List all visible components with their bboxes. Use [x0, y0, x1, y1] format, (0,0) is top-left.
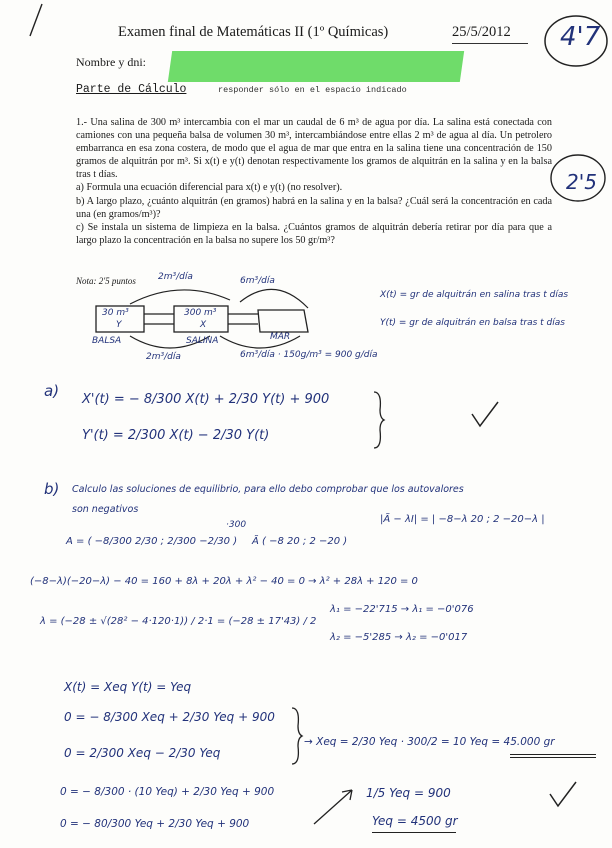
x-equilibrium-result: → Xeq = 2/30 Yeq · 300/2 = 10 Yeq = 45.000 gr	[304, 736, 555, 748]
flow-top-right: 6m³/día	[240, 276, 275, 286]
answer-b-text-2: son negativos	[72, 504, 139, 515]
problem-intro: 1.- Una salina de 300 m³ intercambia con el mar un caudal de 6 m³ de agua por día. La salina está conectada con camiones con una pequeña balsa de volumen 30 m³, intercambiándose entre ellas 2 m³ de agua al día. Un petrolero embarranca en esa zona costera, de modo que el agua de mar que entra en la salina tiene una concentración de 150 gramos de alquitrán por m³. Si x(t) e y(t) denotan respectivamente los gramos de alquitrán en la salina y en la balsa tras t días.	[76, 117, 552, 181]
flow-bottom-left: 2m³/día	[146, 352, 181, 362]
matrix-a: A = ( −8/300 2/30 ; 2/300 −2/30 )	[66, 536, 238, 547]
name-redaction	[168, 51, 464, 82]
equilibrium-line-2: 0 = 2/300 Xeq − 2/30 Yeq	[64, 746, 221, 760]
equation-y-prime: Y'(t) = 2/300 X(t) − 2/30 Y(t)	[82, 428, 270, 443]
flow-top-left: 2m³/día	[158, 272, 193, 282]
mar-label: MAR	[270, 332, 291, 342]
grade-total-text: 4'7	[560, 22, 601, 52]
x-equilibrium-underline	[510, 754, 596, 755]
x-equilibrium-underline-2	[510, 757, 596, 758]
lambda-2: λ₂ = −5'285 → λ₂ = −0'017	[330, 632, 468, 643]
lambda-formula: λ = (−28 ± √(28² − 4·120·1)) / 2·1 = (−28 ± 17'43) / 2	[40, 616, 317, 627]
determinant: |Ã − λI| = | −8−λ 20 ; 2 −20−λ |	[380, 514, 545, 525]
salina-label: SALINA	[186, 336, 219, 346]
answer-b-label: b)	[44, 480, 60, 498]
matrix-a-tilde: Ã ( −8 20 ; 2 −20 )	[252, 536, 348, 547]
balsa-volume: 30 m³	[102, 308, 129, 318]
flow-bottom-right: 6m³/día · 150g/m³ = 900 g/día	[240, 350, 378, 360]
problem-part-b: b) A largo plazo, ¿cuánto alquitrán (en gramos) habrá en la salina y en la balsa? ¿Cuál será la concentración en cada una (en gramos/m³)?	[76, 195, 552, 220]
section-note: responder sólo en el espacio indicado	[218, 85, 407, 95]
equilibrium-line-3: 0 = − 8/300 · (10 Yeq) + 2/30 Yeq + 900	[60, 786, 275, 798]
checkmark-b	[548, 780, 578, 815]
system-brace	[372, 390, 386, 455]
equilibrium-line-4: 0 = − 80/300 Yeq + 2/30 Yeq + 900	[60, 818, 250, 830]
grade-problem-circle	[548, 152, 608, 209]
grade-total-circle	[542, 12, 610, 75]
exam-title: Examen final de Matemáticas II (1º Químicas)	[118, 24, 389, 40]
y-equilibrium-step: 1/5 Yeq = 900	[366, 786, 451, 800]
matrix-scale: ·300	[226, 520, 247, 530]
balsa-label: BALSA	[92, 336, 122, 346]
answer-b-text-1: Calculo las soluciones de equilibrio, para ello debo comprobar que los autovalores	[72, 484, 464, 495]
balsa-var: Y	[116, 320, 122, 330]
salina-volume: 300 m³	[184, 308, 217, 318]
date-underline	[452, 43, 528, 44]
answer-a-label: a)	[44, 382, 60, 400]
arrow-to-yeq	[312, 786, 356, 831]
name-label: Nombre y dni:	[76, 55, 146, 69]
section-title: Parte de Cálculo	[76, 83, 187, 96]
exam-date: 25/5/2012	[452, 24, 511, 40]
problem-part-a: a) Formula una ecuación diferencial para x(t) e y(t) (no resolver).	[76, 182, 343, 194]
equilibrium-line-1: 0 = − 8/300 Xeq + 2/30 Yeq + 900	[64, 710, 275, 724]
salina-var: X	[200, 320, 207, 330]
equilibrium-brace	[290, 706, 304, 771]
equation-x-prime: X'(t) = − 8/300 X(t) + 2/30 Y(t) + 900	[82, 392, 330, 407]
checkmark-a	[470, 400, 500, 435]
lambda-1: λ₁ = −22'715 → λ₁ = −0'076	[330, 604, 474, 615]
definition-y: Y(t) = gr de alquitrán en balsa tras t días	[380, 318, 565, 328]
characteristic-polynomial: (−8−λ)(−20−λ) − 40 = 160 + 8λ + 20λ + λ² − 40 = 0 → λ² + 28λ + 120 = 0	[30, 576, 418, 587]
grade-problem-text: 2'5	[566, 170, 597, 194]
definition-x: X(t) = gr de alquitrán en salina tras t días	[380, 290, 569, 300]
problem-note: Nota: 2'5 puntos	[76, 276, 136, 286]
y-equilibrium-underline	[372, 832, 456, 833]
problem-part-c: c) Se instala un sistema de limpieza en la balsa. ¿Cuántos gramos de alquitrán debería retirar por día para que a largo plazo la concentración en la balsa no supere los 50 gr/m³?	[76, 221, 552, 246]
y-equilibrium-result: Yeq = 4500 gr	[372, 814, 458, 828]
exam-slash-mark	[28, 2, 44, 43]
equilibrium-definitions: X(t) = Xeq Y(t) = Yeq	[64, 680, 192, 694]
problem-statement	[76, 116, 552, 247]
